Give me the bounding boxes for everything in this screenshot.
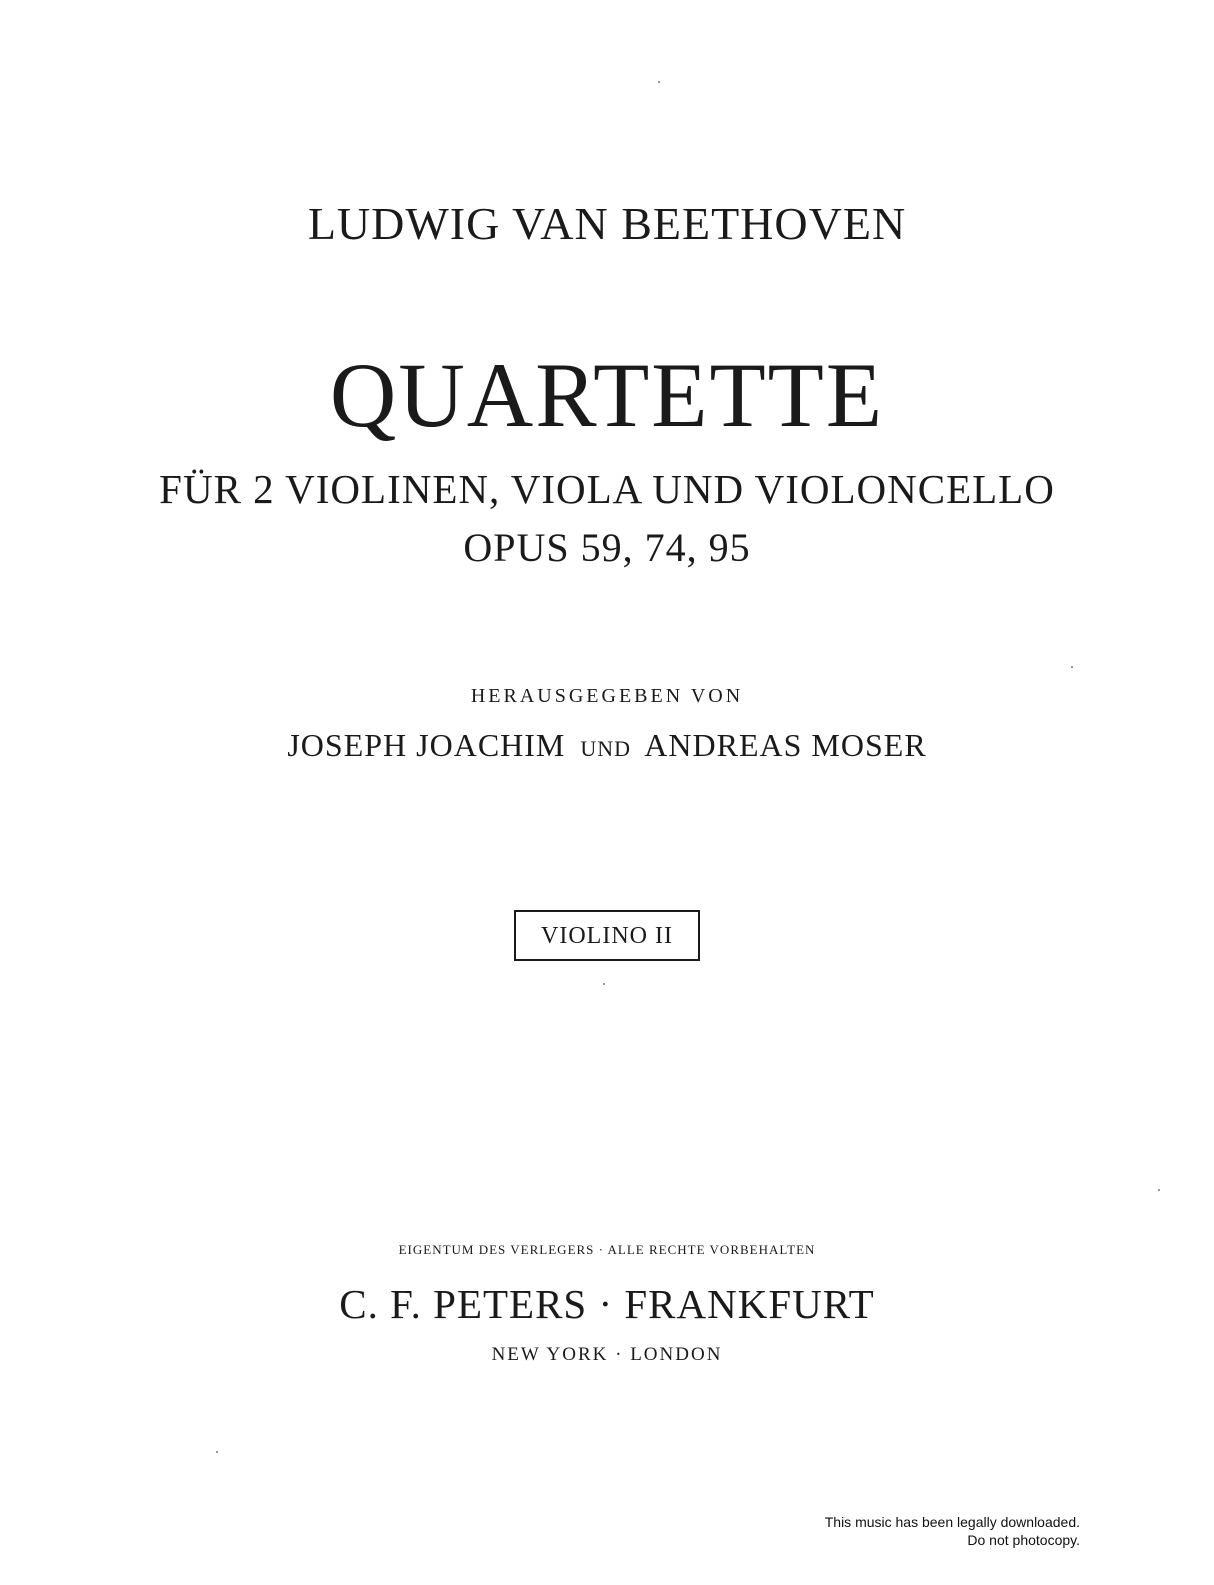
scan-speck xyxy=(658,81,660,83)
scan-speck xyxy=(1158,1189,1160,1191)
work-title: QUARTETTE xyxy=(329,344,885,446)
editor-label: HERAUSGEGEBEN VON xyxy=(470,685,744,707)
download-notice-line-2: Do not photocopy. xyxy=(967,1532,1080,1548)
editors-conjunction: UND xyxy=(580,736,632,761)
editor-second: ANDREAS MOSER xyxy=(644,727,927,763)
rights-notice: EIGENTUM DES VERLEGERS · ALLE RECHTE VORBEHALTEN xyxy=(398,1242,816,1257)
editors xyxy=(0,725,1214,769)
instrumentation: FÜR 2 VIOLINEN, VIOLA UND VIOLONCELLO xyxy=(159,466,1055,512)
scan-speck xyxy=(603,983,605,985)
scan-speck xyxy=(216,1451,218,1453)
composer-name: LUDWIG VAN BEETHOVEN xyxy=(307,198,907,249)
scan-speck xyxy=(1071,666,1073,668)
opus-numbers: OPUS 59, 74, 95 xyxy=(463,525,751,570)
publisher-cities: NEW YORK · LONDON xyxy=(491,1344,723,1365)
download-notice-line-1: This music has been legally downloaded. xyxy=(824,1514,1080,1530)
part-container xyxy=(0,910,1214,966)
editor-first: JOSEPH JOACHIM xyxy=(287,727,566,763)
part-label: VIOLINO II xyxy=(514,910,700,961)
publisher: C. F. PETERS · FRANKFURT xyxy=(339,1281,875,1327)
download-notice xyxy=(825,1513,1080,1549)
